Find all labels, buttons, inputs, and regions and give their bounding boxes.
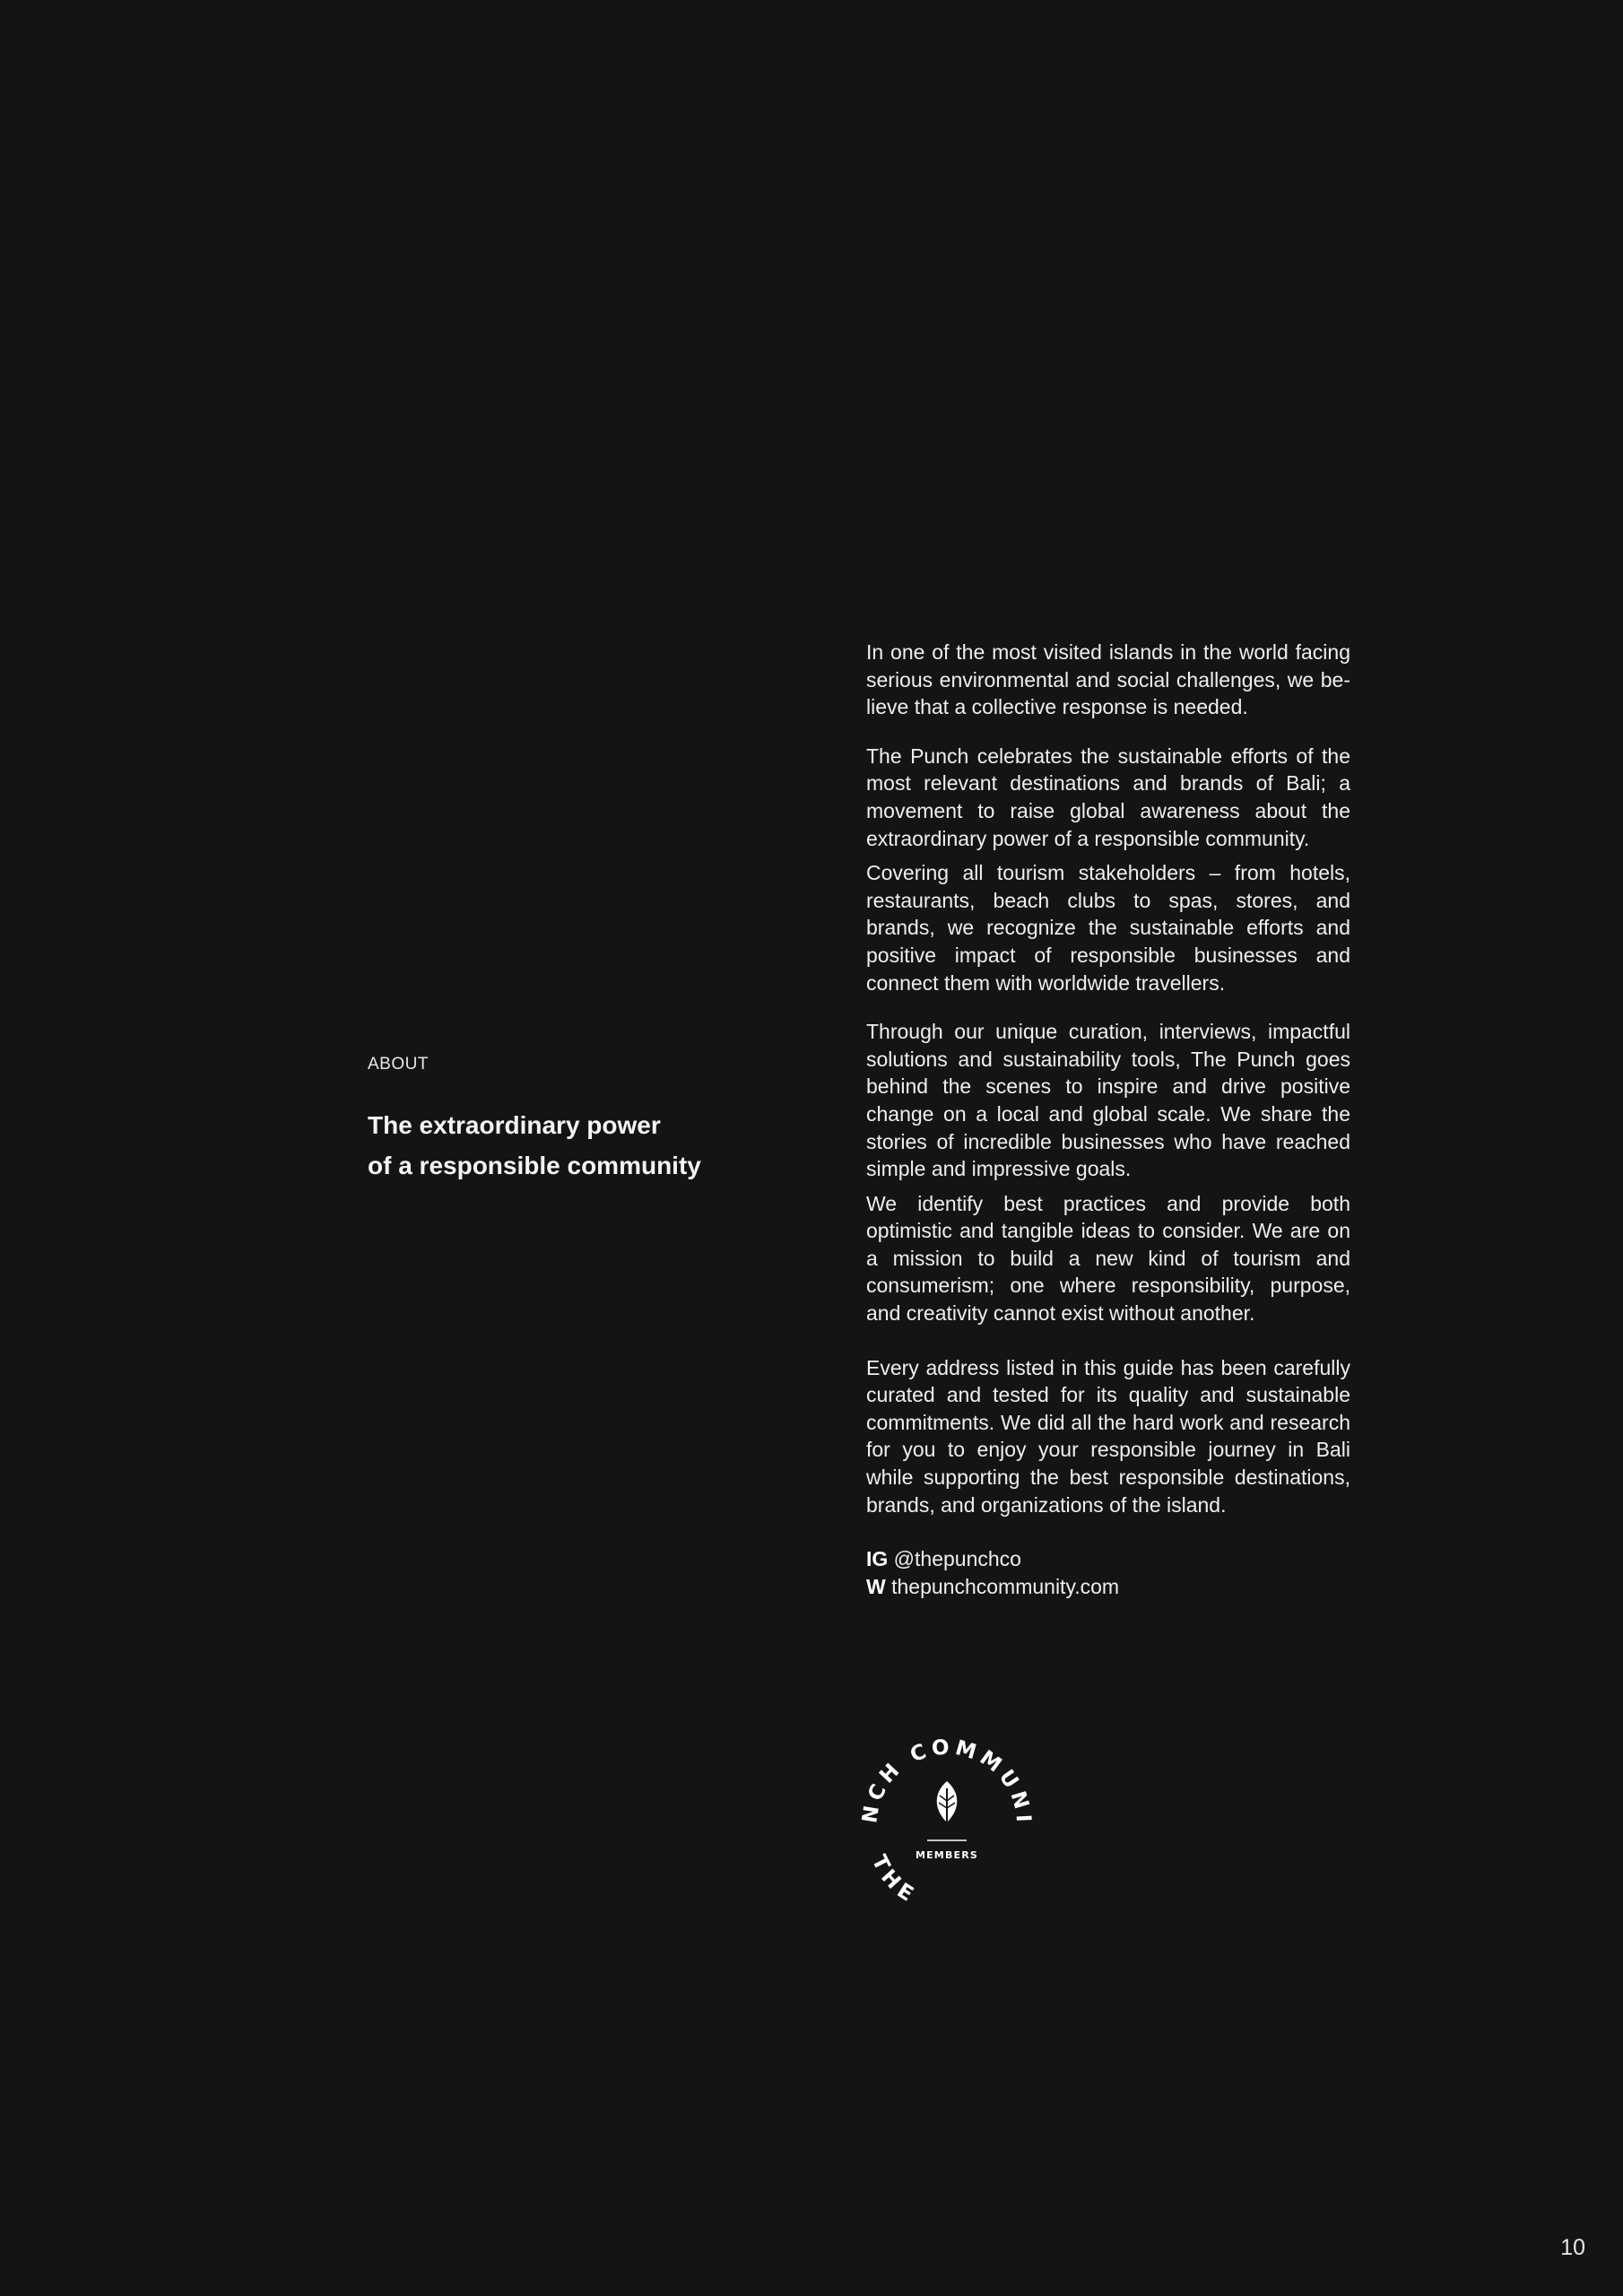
paragraph-3: Covering all tourism stakeholders – from hotels, restaurants, beach clubs to spas, stores, and brands, we recognize the sustainable efforts and positive impact of responsible businesses and connect them with worldwide travellers. [866, 861, 1350, 995]
paragraph-5: We identify best practices and provide both optimistic and tangible ideas to consider. We are on a mission to build a new kind of tourism and consumerism; one where responsibility, purpose, and creativity cannot exist without another. [866, 1191, 1350, 1326]
leaf-icon [937, 1781, 958, 1828]
headline [368, 1105, 744, 1186]
paragraph-2: The Punch celebrates the sustainable efforts of the most relevant destinations and brands of Bali; a movement to raise global awareness about the extraordinary power of a responsible community. [866, 744, 1350, 850]
about-section [368, 1055, 744, 1186]
contact-block [866, 1545, 1350, 1600]
website-link[interactable]: thepunchcommunity.com [891, 1574, 1120, 1598]
logo-graphic [857, 1735, 1037, 1914]
logo-arc-top-text: NCH COMMUNI [858, 1735, 1036, 1828]
instagram-line [866, 1545, 1350, 1573]
ig-label: IG [866, 1547, 889, 1571]
headline-line-1: The extraordinary power [368, 1111, 661, 1139]
headline-line-2: of a responsible community [368, 1152, 701, 1179]
community-logo [857, 1735, 1037, 1914]
ig-handle[interactable]: @thepunchco [893, 1547, 1021, 1571]
body-text [866, 639, 1350, 1600]
website-line [866, 1573, 1350, 1601]
logo-members-text: MEMBERS [915, 1849, 979, 1861]
paragraph-4: Through our unique curation, interviews, impactful solutions and sustainability tools, The Punch goes behind the scenes to inspire and drive positive change on a local and global scale. We share the stories of incredible businesses who have reached simple and impressive goals. [866, 1020, 1350, 1181]
page-number: 10 [1560, 2235, 1585, 2260]
paragraph-6: Every address listed in this guide has been carefully curated and tested for its quality and sustainable commitments. We did all the hard work and research for you to enjoy your responsible journey in Bali while supporting the best responsible destinations, brands, and organizations of the island. [866, 1355, 1350, 1517]
web-label: W [866, 1574, 886, 1598]
section-label: ABOUT [368, 1055, 429, 1074]
paragraph-1: In one of the most visited islands in the world facing serious environmental and social challenges, we believe that a collective response is needed. [866, 640, 1350, 719]
logo-arc-bottom-text: THE [866, 1851, 922, 1909]
